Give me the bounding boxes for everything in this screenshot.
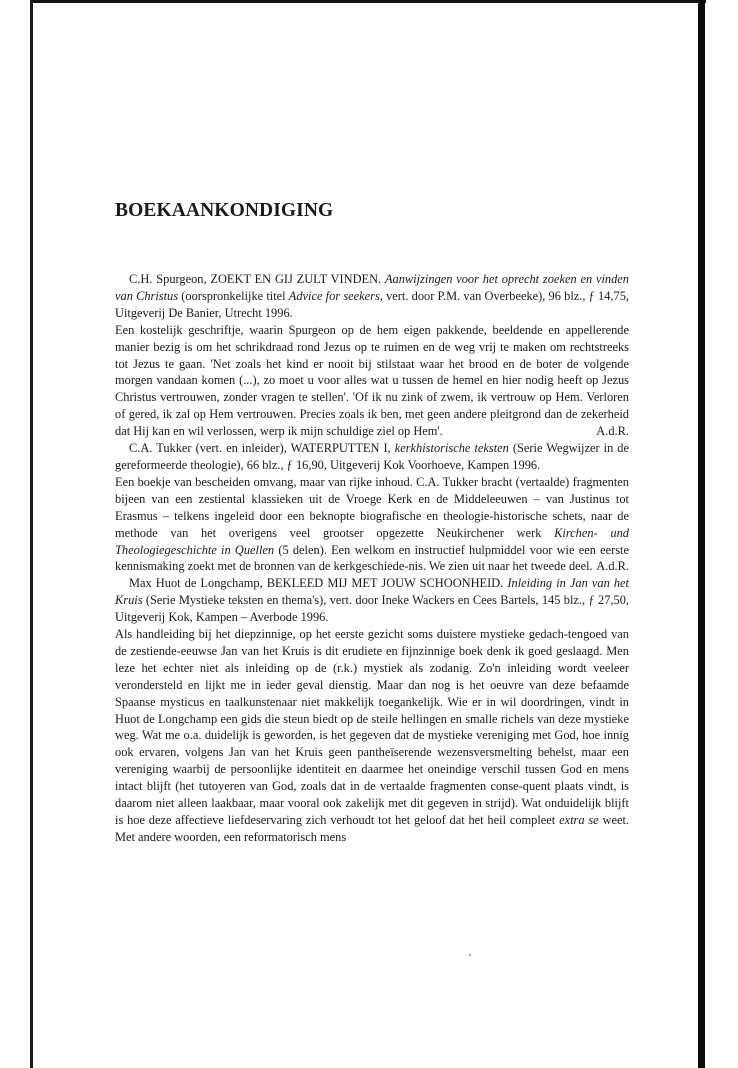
scan-speck: [469, 954, 471, 956]
review-italic-term: extra se: [559, 813, 599, 827]
entry-original-title: Advice for seekers: [288, 288, 380, 303]
page-content: [115, 200, 629, 846]
review-body: Een kostelijk geschriftje, waarin Spurgeon op de hem eigen pakkende, beeldende en appellerende manier bezig is om het schrikdraad rond Jezus op te ruimen en de weg vrij te maken om rechtstreeks tot Jezus te gaan. 'Net zoals het kind er nooit bij stilstaat waar het brood en de boter de volgende morgen vandaan komen (...), zo moet u voor alles wat u tussen de hemel en hier nodig heeft op Jezus Christus vertrouwen, zonder vragen te stellen'. 'Of ik nu zink of zwem, ik vertrouw op Hem. Verloren of gered, ik zal op Hem vertrouwen. Precies zoals ik ben, met geen andere pleitgrond dan de zekerheid dat Hij kan en wil verlossen, werp ik mijn schuldige ziel op Hem'.: [115, 322, 629, 439]
entry-lead: C.H. Spurgeon, ZOEKT EN GIJ ZULT VINDEN.: [129, 272, 385, 286]
review-italic-title: Kirchen- und Theologiegeschichte in Quellen: [115, 525, 629, 557]
entry-lead: Max Huot de Longchamp, BEKLEED MIJ MET JOUW SCHOONHEID.: [129, 576, 508, 591]
review-text-tukker: [115, 474, 629, 575]
entry-title: kerkhistorische teksten: [394, 441, 509, 456]
entry-tail: (Serie Mystieke teksten en thema's), vert. door Ineke Wackers en Cees Bartels, 145 blz., ƒ 27,50, Uitgeverij Kok, Kampen – Averbode 1996.: [115, 593, 629, 625]
entry-title: Inleiding in Jan van het Kruis: [115, 576, 629, 608]
entry-mid: (oorspronkelijke titel: [178, 288, 289, 303]
scan-border-right: [698, 0, 705, 1068]
entry-tail: , vert. door P.M. van Overbeeke), 96 blz., ƒ 14,75, Uitgeverij De Banier, Utrecht 1996.: [115, 288, 629, 320]
review-text-huot: [115, 626, 629, 846]
entry-title: Aanwijzingen voor het oprecht zoeken en vinden van Christus: [115, 272, 629, 303]
reviewer-initials: A.d.R.: [596, 424, 629, 439]
review-body-part1: Een boekje van bescheiden omvang, maar van rijke inhoud. C.A. Tukker bracht (vertaalde) fragmenten bijeen van een zestiental klassieken uit de Vroege Kerk en de Middeleeuwen – van Justinus tot Erasmus – telkens ingeleid door een beknopte biografische en theologie-historische schets, naar de methode van het overigens veel grootser opgezette Neukirchener werk: [115, 474, 629, 540]
bibliographic-entry-huot: [115, 575, 629, 626]
section-title: BOEKAANKONDIGING: [115, 200, 334, 221]
review-body-part2: weet. Met andere woorden, een reformatorisch mens: [115, 813, 629, 844]
entry-lead: C.A. Tukker (vert. en inleider), WATERPUTTEN I,: [129, 441, 395, 456]
review-body-part1: Als handleiding bij het diepzinnige, op het eerste gezicht soms duistere mystieke gedach-tengoed van de zestiende-eeuwse Jan van het Kruis is dit erudiete en fijnzinnige boek denk ik goed geslaagd. Men leze het echter niet als inleiding op de (r.k.) mystiek als zodanig. Zo'n inleiding wordt veeleer verondersteld en lijkt me in ieder geval dienstig. Maar dan nog is het oeuvre van deze befaamde Spaanse mysticus en taalkunstenaar niet makkelijk toegankelijk. Wie er in wil doordringen, vindt in Huot de Longchamp een gids die steun biedt op de steile hellingen en smalle richels van deze mystieke weg. Wat me o.a. duidelijk is geworden, is het gegeven dat de mystieke vereniging met God, hoe innig ook ervaren, volgens Jan van het Kruis geen pantheïserende wezensversmelting behelst, maar een vereniging waarbij de persoonlijke identiteit en daarmee het oneindige verschil tussen God en mens intact blijft (het tutoyeren van God, zoals dat in de vertaalde fragmenten conse-quent plaats vindt, is daarom niet alleen laakbaar, maar vooral ook zakelijk met dit gegeven in strijd). Wat onduidelijk blijft is hoe deze affectieve liefdeservaring zich verhoudt tot het geloof dat het heil compleet: [115, 627, 629, 827]
review-body-part2: (5 delen). Een welkom en instructief hulpmiddel voor wie een eerste kennismaking zoekt met de bronnen van de kerkgeschiede-nis. We zien uit naar het tweede deel.: [115, 542, 629, 574]
entry-tail: (Serie Wegwijzer in de gereformeerde theologie), 66 blz., ƒ 16,90, Uitgeverij Kok Voorhoeve, Kampen 1996.: [115, 441, 629, 472]
review-text-spurgeon: [115, 322, 629, 440]
scan-border-top: [32, 0, 706, 3]
bibliographic-entry-spurgeon: [115, 271, 629, 322]
scan-border-left: [30, 0, 33, 1068]
bibliographic-entry-tukker: [115, 440, 629, 474]
reviewer-initials: A.d.R.: [596, 559, 629, 574]
